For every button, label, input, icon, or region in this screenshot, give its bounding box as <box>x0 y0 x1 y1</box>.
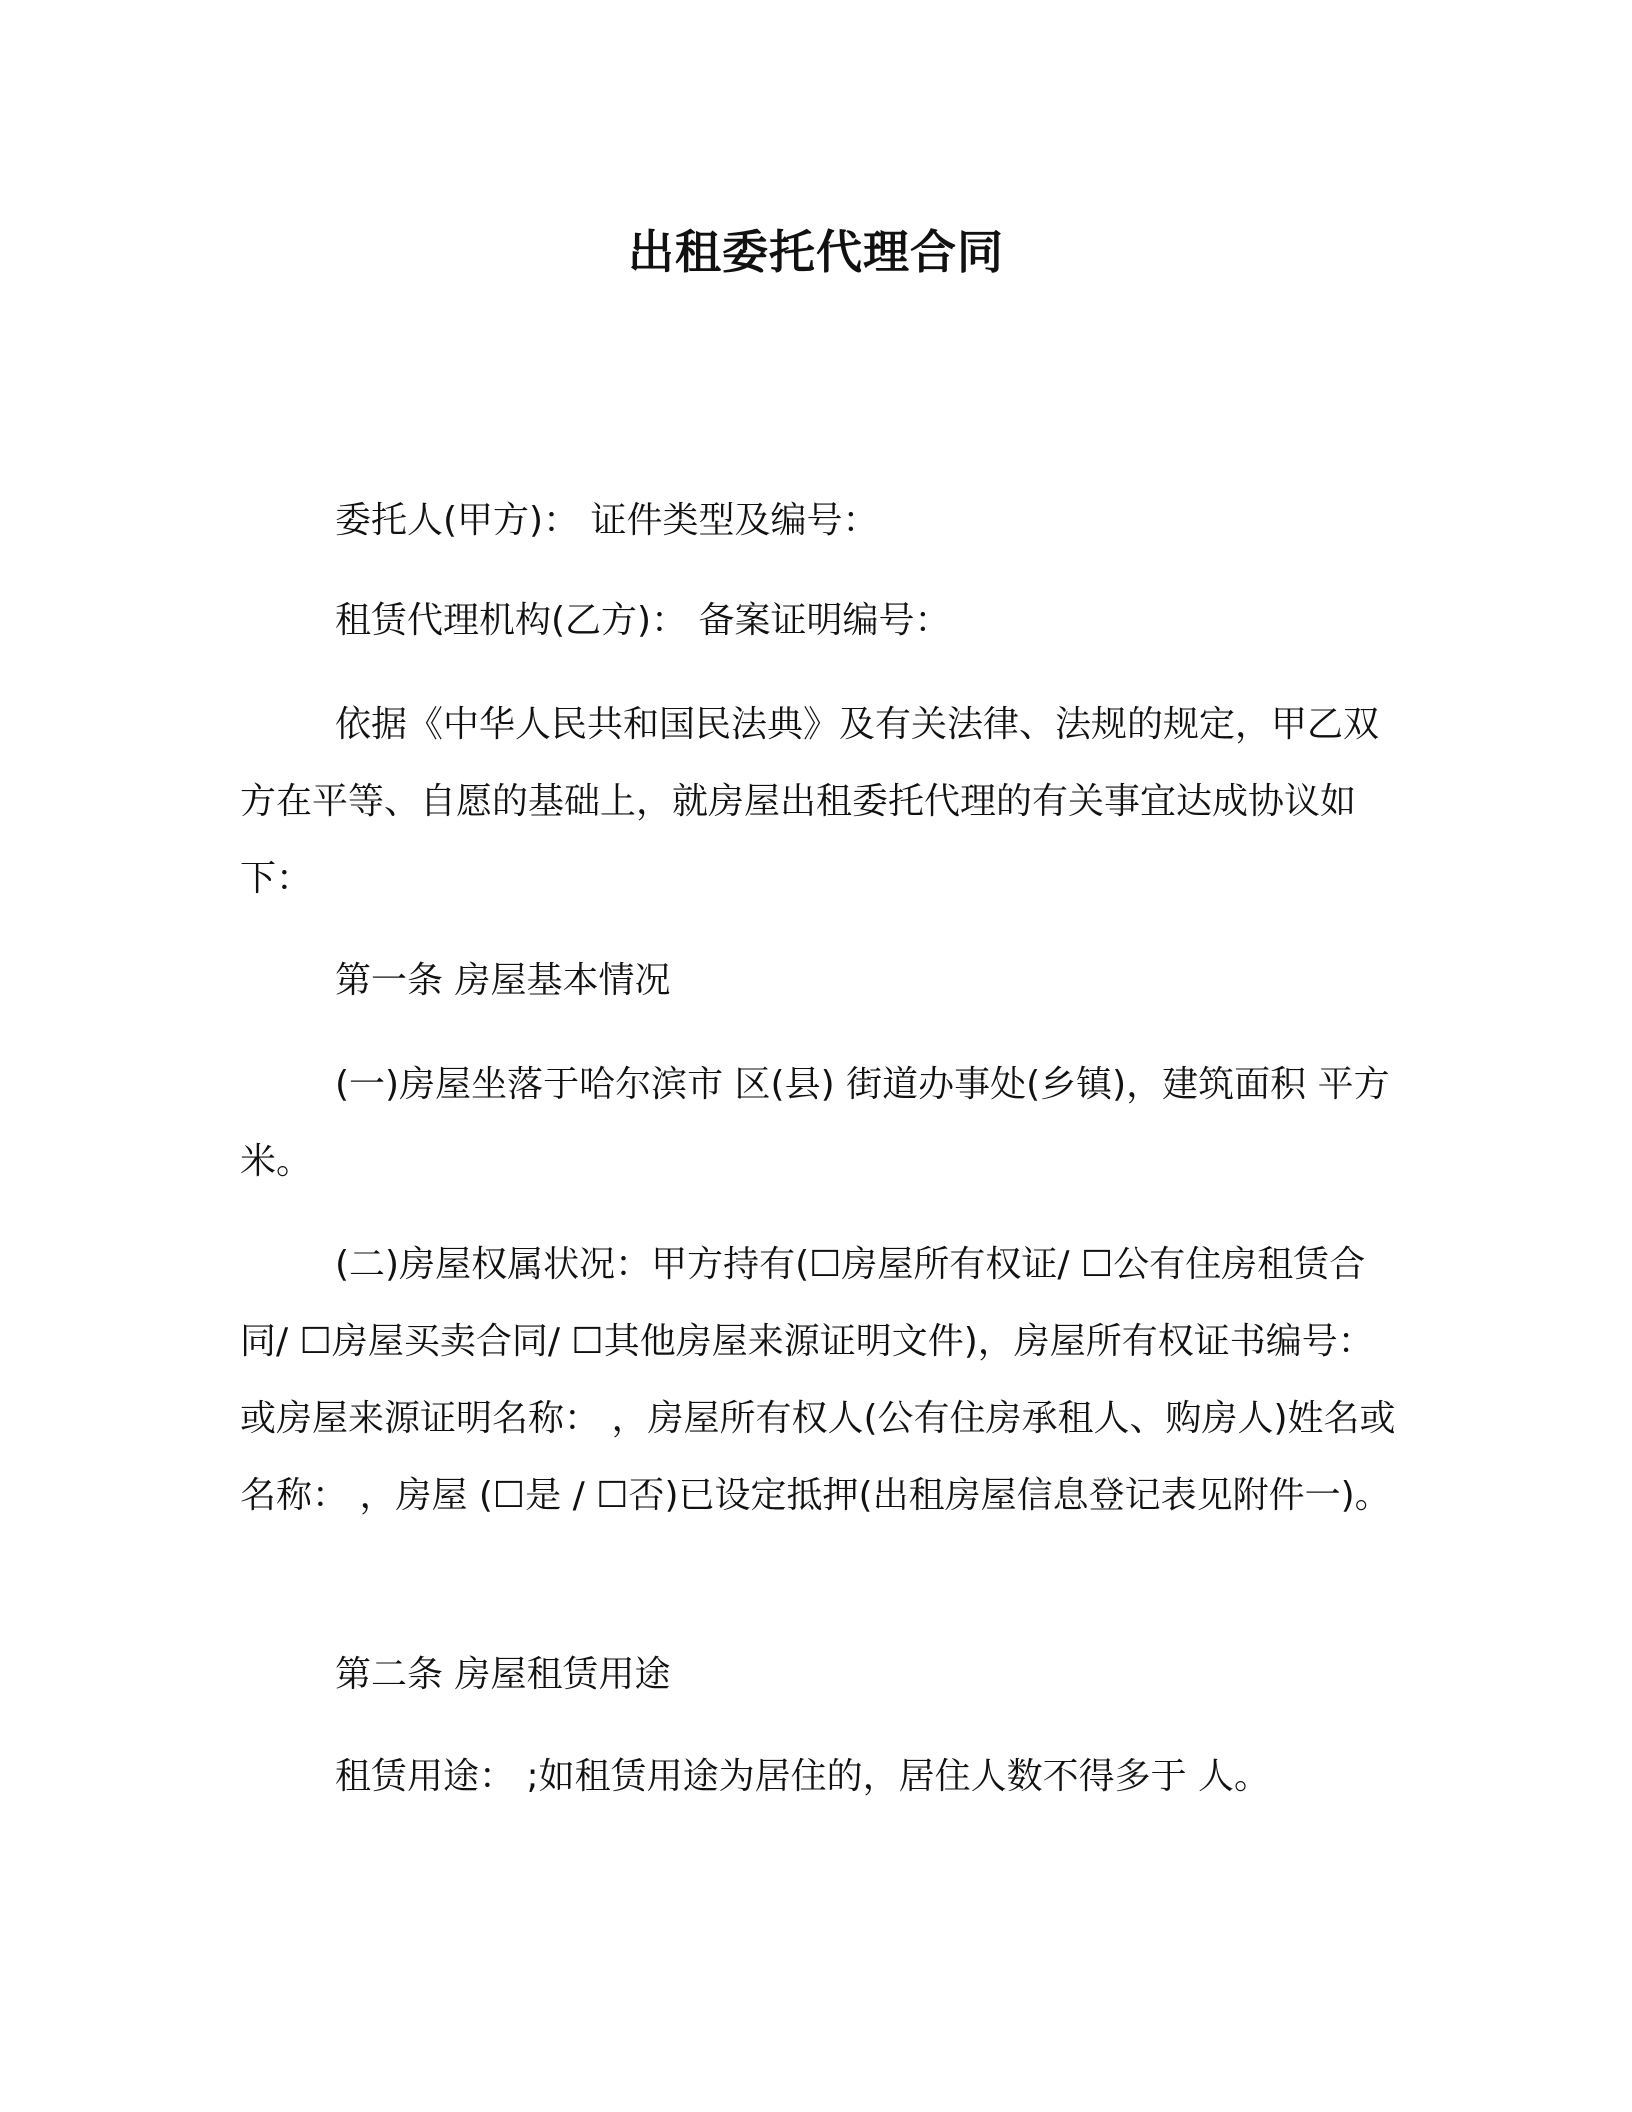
article-2-heading: 第二条 房屋租赁用途 <box>335 1654 671 1695</box>
paragraph-principal: 委托人(甲方)： 证件类型及编号： <box>335 500 879 541</box>
paragraph-preamble: 依据《中华人民共和国民法典》及有关法律、法规的规定，甲乙双方在平等、自愿的基础上，就房屋出租委托代理的有关事宜达成协议如下： <box>240 704 1380 899</box>
article-1-item-2: (二)房屋权属状况：甲方持有(☐房屋所有权证/ ☐公有住房租赁合同/ ☐房屋买卖合同/ ☐其他房屋来源证明文件)，房屋所有权证书编号： 或房屋来源证明名称： ，房屋所有权人(公有住房承租人、购房人)姓名或名称： ，房屋 (☐是 / ☐否)已设定抵押(出租房屋信息登记表见附件一)。 <box>240 1244 1396 1516</box>
article-1-heading: 第一条 房屋基本情况 <box>335 960 671 1001</box>
document-title: 出租委托代理合同 <box>628 225 1004 279</box>
paragraph-agency: 租赁代理机构(乙方)： 备案证明编号： <box>335 600 951 641</box>
article-1-item-1: (一)房屋坐落于哈尔滨市 区(县) 街道办事处(乡镇)，建筑面积 平方米。 <box>240 1064 1390 1182</box>
article-2-content: 租赁用途： ;如租赁用途为居住的，居住人数不得多于 人。 <box>335 1756 1271 1797</box>
